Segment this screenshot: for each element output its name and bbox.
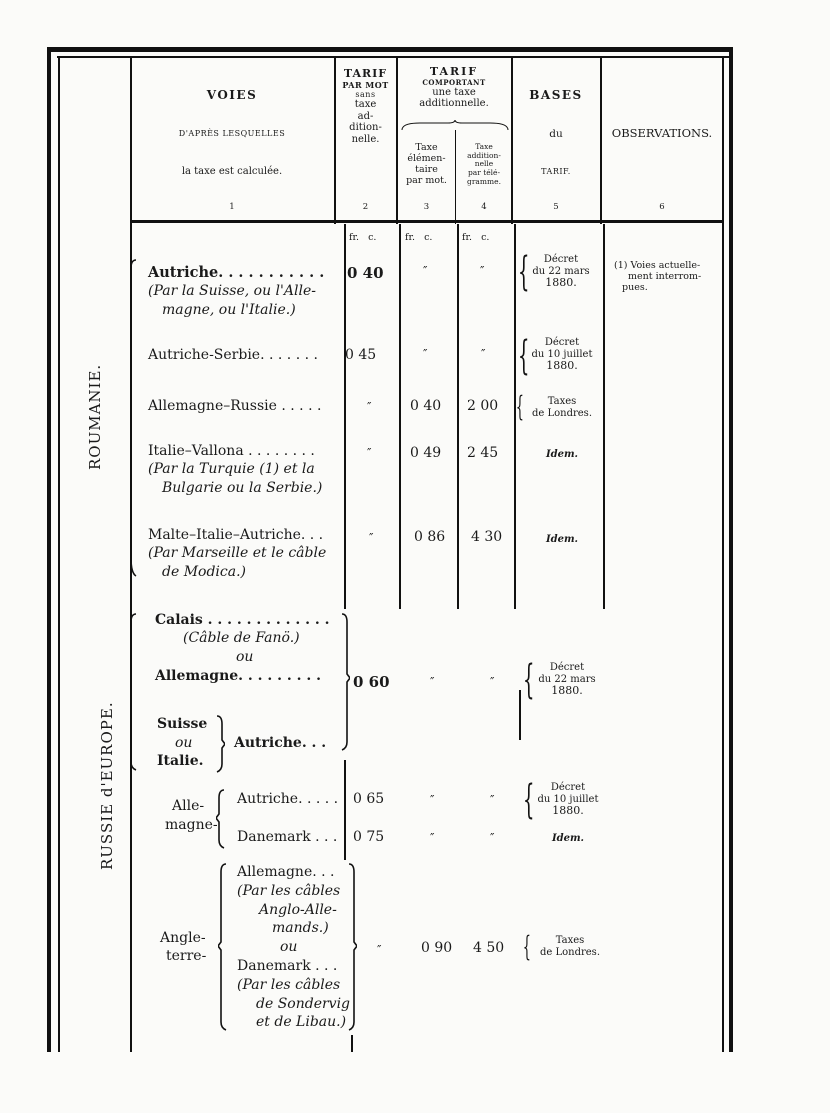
col34-h3: une taxe: [432, 86, 476, 98]
row4-col4: 2 45: [467, 445, 499, 461]
row3-basis: [522, 396, 602, 419]
body-rule-2: [344, 224, 346, 609]
frame-top-thin-rule: [57, 56, 733, 58]
row2-col3: ″: [423, 347, 428, 361]
row9-l2: (Par les câbles: [237, 883, 341, 899]
row6-basis-l2: du 22 mars: [538, 673, 596, 685]
col4-h4: par télé-: [467, 167, 501, 177]
row4-route: Italie–Vallona . . . . . . . .: [148, 443, 315, 459]
row6-tarif: 0 60: [353, 673, 390, 691]
col2-number: 2: [362, 202, 369, 212]
row8b-col4: ″: [490, 831, 495, 845]
row3-basis-l1: Taxes: [547, 396, 577, 407]
body-rule-tail: [351, 1035, 353, 1052]
row6-basis-l1: Décret: [549, 662, 585, 673]
row1-basis-l3: 1880.: [545, 276, 577, 289]
row3-tarif: ″: [367, 400, 372, 414]
row8b-tarif: 0 75: [353, 829, 385, 845]
row7-route: Autriche. . .: [234, 735, 327, 751]
row9-col3: 0 90: [421, 940, 453, 956]
col1-subtitle: D'APRÈS LESQUELLES: [178, 129, 286, 138]
row6-col4: ″: [490, 675, 495, 689]
col3-h1: Taxe: [415, 142, 438, 153]
row8a-basis-l1: Décret: [550, 782, 586, 793]
row3-basis-brace: {: [515, 390, 524, 423]
row5-route-sub1: (Par Marseille et le câble: [148, 545, 327, 561]
row9-l5: ou: [280, 939, 298, 955]
row8a-basis-l3: 1880.: [552, 804, 584, 817]
row6-basis: [527, 662, 607, 698]
row4-route-sub2: Bulgarie ou la Serbie.): [162, 480, 323, 496]
row9-l6: Danemark . . .: [237, 958, 338, 974]
row8b-col3: ″: [430, 831, 435, 845]
col2-h5: ad-: [357, 110, 374, 122]
row3-route: Allemagne–Russie . . . . .: [148, 398, 322, 414]
col34-h4: additionnelle.: [419, 98, 489, 110]
row1-tarif: 0 40: [347, 264, 384, 282]
header-bottom-rule: [130, 220, 723, 223]
row9-l7: (Par les câbles: [237, 977, 341, 993]
roumanie-left-brace: [128, 258, 138, 588]
row9-left-brace: [218, 862, 228, 1032]
row2-route: Autriche-Serbie. . . . . . .: [148, 347, 318, 363]
row3-basis-l2: de Londres.: [531, 407, 592, 419]
row9-l8: de Sondervig: [256, 996, 351, 1012]
col2-h2: PAR MOT: [342, 79, 389, 90]
row7-brace: [215, 714, 225, 774]
col34-header-brace: [400, 120, 510, 132]
col2-h3: sans: [355, 89, 376, 99]
units-col3: fr. c.: [405, 232, 433, 243]
row8a-tarif: 0 65: [353, 791, 385, 807]
group-roumanie: ROUMANIE.: [86, 363, 104, 470]
col5-sub: du: [549, 128, 563, 140]
row7-italie: Italie.: [157, 753, 204, 769]
row5-route: Malte–Italie–Autriche. . .: [148, 527, 324, 543]
body-rule-2b: [344, 760, 346, 860]
row9-basis-brace: {: [522, 930, 531, 963]
row6-right-brace: [340, 612, 350, 752]
col34-h1: TARIF: [429, 65, 479, 78]
row8a-col3: ″: [430, 793, 435, 807]
row1-route-sub1: (Par la Suisse, ou l'Alle-: [148, 283, 316, 299]
body-rule-4: [457, 224, 459, 609]
row8b-route: Danemark . . .: [237, 829, 338, 845]
row2-basis: [522, 337, 602, 373]
units-col2: fr. c.: [349, 232, 377, 243]
col4-header: [456, 143, 512, 186]
col3-h2: élémen-: [407, 152, 446, 164]
row6-basis-brace: {: [522, 657, 535, 703]
row1-basis-l2: du 22 mars: [532, 265, 590, 277]
row9-basis-l2: de Londres.: [539, 946, 600, 958]
row2-basis-l1: Décret: [544, 337, 580, 348]
body-rule-5b: [519, 690, 521, 740]
row1-observation: [614, 261, 724, 294]
row3-col3: 0 40: [410, 398, 442, 414]
col2-header: [335, 68, 396, 145]
row1-obs-l3: pues.: [622, 281, 648, 293]
row8a-basis-brace: {: [522, 777, 535, 823]
row5-basis: Idem.: [545, 534, 579, 545]
col3-h3: taire: [415, 163, 438, 175]
col5-number: 5: [553, 202, 559, 212]
row8b-basis: Idem.: [551, 833, 585, 844]
body-rule-3: [399, 224, 401, 609]
col34-header: [397, 66, 511, 110]
row5-col4: 4 30: [471, 529, 503, 545]
row4-tarif: ″: [367, 446, 372, 460]
units-col4: fr. c.: [462, 232, 490, 243]
row2-tarif: 0 45: [345, 347, 377, 363]
col4-h1: Taxe: [475, 142, 493, 151]
row8-label-l1: Alle-: [172, 798, 205, 814]
row6-col3: ″: [430, 675, 435, 689]
row9-tarif: ″: [377, 943, 382, 957]
row2-basis-l3: 1880.: [546, 359, 578, 372]
col3-h4: par mot.: [406, 174, 447, 186]
row3-col4: 2 00: [467, 398, 499, 414]
row9-label-l2: terre-: [166, 948, 207, 964]
row8a-basis-l2: du 10 juillet: [537, 793, 599, 805]
frame-left-rule: [47, 47, 51, 1052]
row9-l4: mands.): [272, 920, 329, 936]
row5-tarif: ″: [369, 531, 374, 545]
row5-route-sub2: de Modica.): [162, 564, 246, 580]
row5-col3: 0 86: [414, 529, 446, 545]
row6-basis-l3: 1880.: [551, 684, 583, 697]
col2-h6: dition-: [349, 122, 382, 134]
col2-h7: nelle.: [351, 133, 380, 145]
row1-route: Autriche. . . . . . . . . . .: [148, 264, 325, 281]
col1-subtitle-2: la taxe est calculée.: [181, 166, 283, 177]
frame-top-rule: [47, 47, 733, 52]
group-russie: RUSSIE d'EUROPE.: [98, 701, 116, 870]
row6-route-ou: ou: [236, 649, 254, 665]
row6-route: Calais . . . . . . . . . . . . .: [155, 612, 330, 628]
row8-brace: [216, 788, 226, 850]
row2-basis-brace: {: [517, 333, 530, 379]
row9-col4: 4 50: [473, 940, 505, 956]
col6-number: 6: [659, 202, 665, 212]
frame-right-rule: [729, 47, 733, 1052]
row6-route-2: Allemagne. . . . . . . . .: [155, 668, 322, 684]
row9-l3: Anglo-Alle-: [259, 902, 337, 918]
row9-label-l1: Angle-: [160, 930, 206, 946]
row1-obs-l1: (1) Voies actuelle-: [614, 260, 701, 271]
col34-h2: COMPORTANT: [422, 77, 486, 87]
col3-number: 3: [423, 202, 430, 212]
row1-basis-brace: {: [517, 249, 530, 295]
frame-left-inner-rule: [58, 56, 60, 1052]
col1-number: 1: [229, 202, 235, 212]
col1-title: VOIES: [206, 88, 258, 102]
row8-label-l2: magne-: [165, 817, 218, 833]
row1-col3: ″: [423, 264, 428, 278]
row1-basis-l1: Décret: [543, 254, 579, 265]
col4-h3: nelle: [474, 159, 494, 169]
col5-title: BASES: [529, 88, 583, 102]
row8a-route: Autriche. . . . .: [237, 791, 339, 807]
body-rule-6: [603, 224, 605, 609]
row8a-col4: ″: [490, 793, 495, 807]
row9-basis: [530, 935, 610, 958]
row1-obs-l2: ment interrom-: [628, 270, 702, 282]
col6-title: OBSERVATIONS.: [611, 126, 713, 140]
row1-col4: ″: [480, 264, 485, 278]
col4-h2: addition-: [467, 150, 501, 160]
row7-suisse: Suisse: [157, 716, 208, 732]
row2-col4: ″: [481, 347, 486, 361]
row7-ou: ou: [175, 735, 193, 751]
col4-number: 4: [481, 202, 487, 212]
col5-sub2: TARIF.: [541, 167, 571, 176]
col2-h1: TARIF: [343, 67, 388, 80]
col2-h4: taxe: [354, 99, 377, 111]
row6-route-sub: (Câble de Fanö.): [183, 630, 300, 646]
row9-l1: Allemagne. . .: [237, 864, 335, 880]
row4-col3: 0 49: [410, 445, 442, 461]
row8a-basis: [527, 782, 609, 818]
row9-l9: et de Libau.): [256, 1014, 347, 1030]
row1-route-sub2: magne, ou l'Italie.): [162, 302, 296, 318]
col3-header: [397, 143, 456, 187]
row2-basis-l2: du 10 juillet: [531, 348, 593, 360]
row1-basis: [522, 254, 600, 290]
row4-route-sub1: (Par la Turquie (1) et la: [148, 461, 315, 477]
russie-left-brace: [128, 612, 138, 772]
row9-basis-l1: Taxes: [555, 935, 585, 946]
row4-basis: Idem.: [545, 449, 579, 460]
col4-h5: gramme.: [467, 176, 501, 186]
